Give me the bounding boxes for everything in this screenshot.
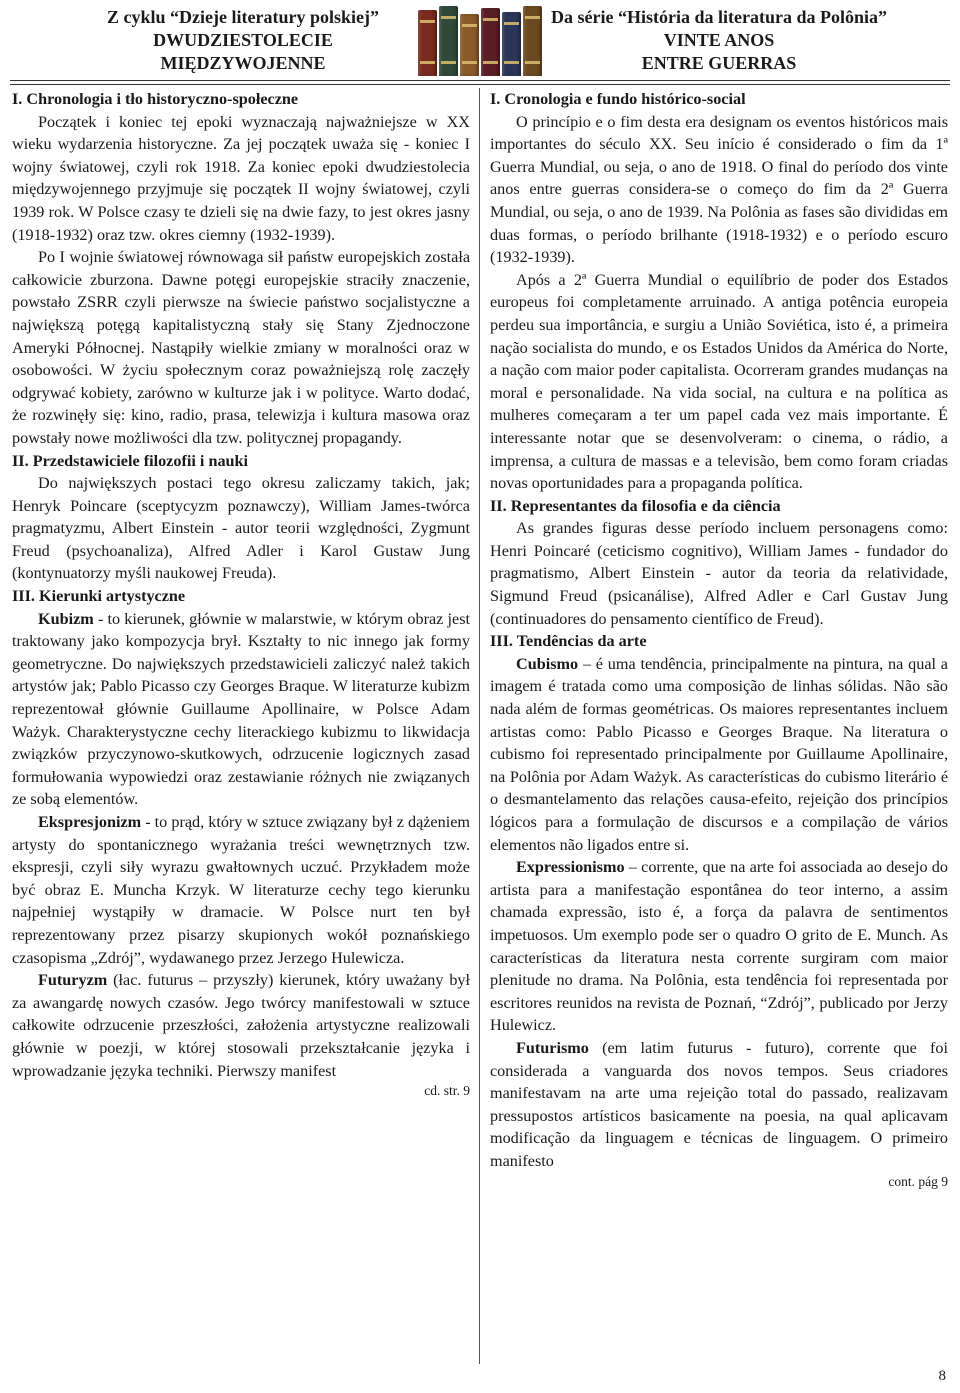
paragraph-futurismo bbox=[490, 1037, 948, 1173]
ekspresjonizm-text: - to prąd, który w sztuce związany był z dążeniem artysty do spontanicznego wyrażania treści wewnętrznych tzw. ekspresji, czyli siły wyrazu gwałtownych uczuć. Przykładem może być obraz E. Muncha Krzyk. W literaturze cechy tego kierunku najpełniej wystąpiły w dramacie. W Polsce nurt ten był reprezentowany przez pisarzy skupionych wokół poznańskiego czasopisma „Zdrój”, wydawanego przez Jerzego Hulewicza. bbox=[12, 813, 470, 967]
section-1-heading: I. Chronologia i tło historyczno-społeczne bbox=[12, 90, 299, 108]
term-futuryzm: Futuryzm bbox=[38, 971, 108, 990]
polish-column bbox=[12, 88, 470, 1100]
kubizm-text: - to kierunek, głównie w malarstwie, w którym obraz jest traktowany jako kompozycja brył. Kształty to nic innego jak formy geometryczne. Do największych przedstawicieli zaliczyć należ takich artystów jak; Pablo Picasso czy Georges Braque. W literaturze kubizm reprezentował głównie Guillaume Apollinaire, w Polsce Adam Ważyk. Charakterystyczne cechy literackiego kubizmu to likwidacja związków przyczynowo-skutkowych, odrzucenie logicznych zasad formułowania wypowiedzi oraz zestawianie różnych nie związanych ze sobą elementów. bbox=[12, 609, 470, 809]
paragraph-ekspresjonizm bbox=[12, 811, 470, 969]
header-right bbox=[486, 6, 952, 75]
paragraph: O princípio e o fim desta era designam os eventos históricos mais importantes do século XX. Seu início é considerado o fim da 1ª Guerra Mundial, ou seja, o ano de 1918. O final do período dos vinte anos entre guerras considera-se o começo do fim da 2ª Guerra Mundial, ou seja, o ano de 1939. Na Polônia as fases são divididas em duas formas, o período brilhante (1918-1932) e o período escuro (1932-1939). bbox=[490, 112, 948, 267]
futuryzm-text: (łac. futurus – przyszły) kierunek, który uważany był za awangardę nowych czasów. Jego twórcy manifestowali w sztuce całkowite odrzucenie przeszłości, założenia artystyczne realizowali głównie w poezji, w której stosowali przekształcanie języka i wprowadzanie języka techniki. Pierwszy manifest bbox=[12, 971, 470, 1080]
header-rule bbox=[10, 80, 950, 81]
epoch-title-portuguese-line2: ENTRE GUERRAS bbox=[641, 53, 797, 73]
term-cubismo: Cubismo bbox=[516, 654, 579, 673]
expressionismo-text: – corrente, que na arte foi associada ao desejo do artista para a manifestação espontânea do teor interno, a assim chamada expressão, isto é, a força da palavra de sentimentos impetuosos. Um exemplo pode ser o quadro O grito de E. Munch. As características da literatura nesta corrente surgiram com maior plenitude no drama. Na Polônia, esta tendência foi representada por escritores reunidos na revista de Poznań, “Zdrój”, publicado por Jerzy Hulewicz. bbox=[490, 858, 948, 1035]
continued-note: cont. pág 9 bbox=[888, 1173, 948, 1189]
term-futurismo: Futurismo bbox=[516, 1038, 589, 1057]
page-header bbox=[0, 4, 960, 76]
book-spine bbox=[418, 10, 437, 76]
epoch-title-polish-line1: DWUDZIESTOLECIE bbox=[153, 30, 333, 50]
futurismo-text: (em latim futurus - futuro), corrente que foi considerada a vanguarda dos novos tempos. Seus criadores manifestavam na arte uma rejeição total do passado, realizavam pressupostos artísticos basicamente na poesia, na qual aplicavam modificação da linguagem e técnicas de linguagem. O primeiro manifesto bbox=[490, 1038, 948, 1170]
paragraph: Po I wojnie światowej równowaga sił państw europejskich została całkowicie zburzona. Dawne potęgi europejskie straciły znaczenie, powstało ZSRR czyli pierwsze na świecie państwo socjalistyczne a największą potęgą kapitalistyczną stały się Stany Zjednoczone Ameryki Północnej. Nastąpiły wielkie zmiany w moralności oraz w osobowości. W życiu społecznym coraz poważniejszą rolę zaczęły odgrywać kobiety, zarówno w kulturze jak i w polityce. Warto dodać, że rozwinęły się: kino, radio, prasa, telewizja i kultura masowa oraz powstały nowe możliwości dla tzw. politycznej propagandy. bbox=[12, 248, 470, 447]
paragraph: Após a 2ª Guerra Mundial o equilíbrio de poder dos Estados europeus foi completamente arruinado. A antiga potência europeia perdeu sua importância, e surgiu a União Soviética, isto é, a primeira nação socialista do mundo, e os Estados Unidos da América do Norte, a nação com maior poder capitalista. Ocorreram grandes mudanças na moral e personalidade. Na vida social, na cultura e na política as mulheres começaram a ter um papel cada vez mais importante. É interessante notar que se desenvolveram: o cinema, o rádio, a imprensa, a cultura de massas e a televisão, bem como foram criadas novas oportunidades para a propaganda política. bbox=[490, 270, 948, 493]
series-title-polish: Z cyklu “Dzieje literatury polskiej” bbox=[107, 7, 379, 27]
book-spine bbox=[439, 6, 458, 76]
section-1-heading: I. Cronologia e fundo histórico-social bbox=[490, 90, 746, 108]
paragraph-expressionismo bbox=[490, 856, 948, 1037]
paragraph-cubismo bbox=[490, 653, 948, 856]
header-left bbox=[10, 6, 476, 75]
epoch-title-polish-line2: MIĘDZYWOJENNE bbox=[160, 53, 326, 73]
epoch-title-portuguese-line1: VINTE ANOS bbox=[663, 30, 775, 50]
paragraph-kubizm bbox=[12, 608, 470, 811]
section-3-heading: III. Kierunki artystyczne bbox=[12, 587, 186, 606]
header-rule-thin bbox=[10, 84, 950, 85]
column-divider bbox=[479, 88, 480, 1364]
book-spine bbox=[460, 14, 479, 76]
paragraph-futuryzm bbox=[12, 969, 470, 1082]
section-2-heading: II. Przedstawiciele filozofii i nauki bbox=[12, 451, 249, 470]
section-3-heading: III. Tendências da arte bbox=[490, 632, 647, 651]
term-expressionismo: Expressionismo bbox=[516, 858, 625, 877]
term-kubizm: Kubizm bbox=[38, 609, 94, 628]
cubismo-text: – é uma tendência, principalmente na pintura, na qual a imagem é tratada como uma composição de linhas sólidas. Não são nada além de formas geométricas. Os maiores representantes incluem artistas como: Pablo Picasso e Georges Braque. Na literatura o cubismo foi representado principalmente por Guillaume Apollinaire, na Polônia por Adam Ważyk. As características do cubismo literário é o desmantelamento das relações causa-efeito, rejeição dos princípios lógicos para a formulação de discursos e a compilação de vários elementos não ligados entre si. bbox=[490, 654, 948, 854]
paragraph: As grandes figuras desse período incluem personagens como: Henri Poincaré (ceticismo cognitivo), William James - fundador do pragmatismo, Albert Einstein - autor da teoria da relatividade, Sigmund Freud (psicanálise), Alfred Adler e Carl Gustav Jung (continuadores do pensamento científico de Freud). bbox=[490, 519, 948, 628]
continued-note: cd. str. 9 bbox=[424, 1083, 470, 1099]
series-title-portuguese: Da série “História da literatura da Polônia” bbox=[551, 7, 887, 27]
portuguese-column bbox=[490, 88, 948, 1191]
section-2-heading: II. Representantes da filosofia e da ciência bbox=[490, 496, 781, 515]
page-number: 8 bbox=[938, 1368, 946, 1384]
term-ekspresjonizm: Ekspresjonizm bbox=[38, 813, 142, 831]
paragraph: Początek i koniec tej epoki wyznaczają najważniejsze w XX wieku wydarzenia historyczne. Za jej początek uważa się - koniec I wojny światowej, czyli rok 1918. Za koniec epoki dwudziestolecia międzywojennego przyjmuje się początek II wojny światowej, czyli 1939 rok. W Polsce czasy te dzieli się na dwie fazy, to jest okres jasny (1918-1932) oraz tzw. okres ciemny (1932-1939). bbox=[12, 112, 470, 244]
paragraph: Do największych postaci tego okresu zaliczamy takich, jak; Henryk Poincare (sceptycyzm poznawczy), William James-twórca pragmatyzmu, Albert Einstein - autor teorii względności, Zygmunt Freud (psychoanaliza), Alfred Adler i Karol Gustaw Jung (kontynuatorzy myśli naukowej Freuda). bbox=[12, 474, 470, 583]
